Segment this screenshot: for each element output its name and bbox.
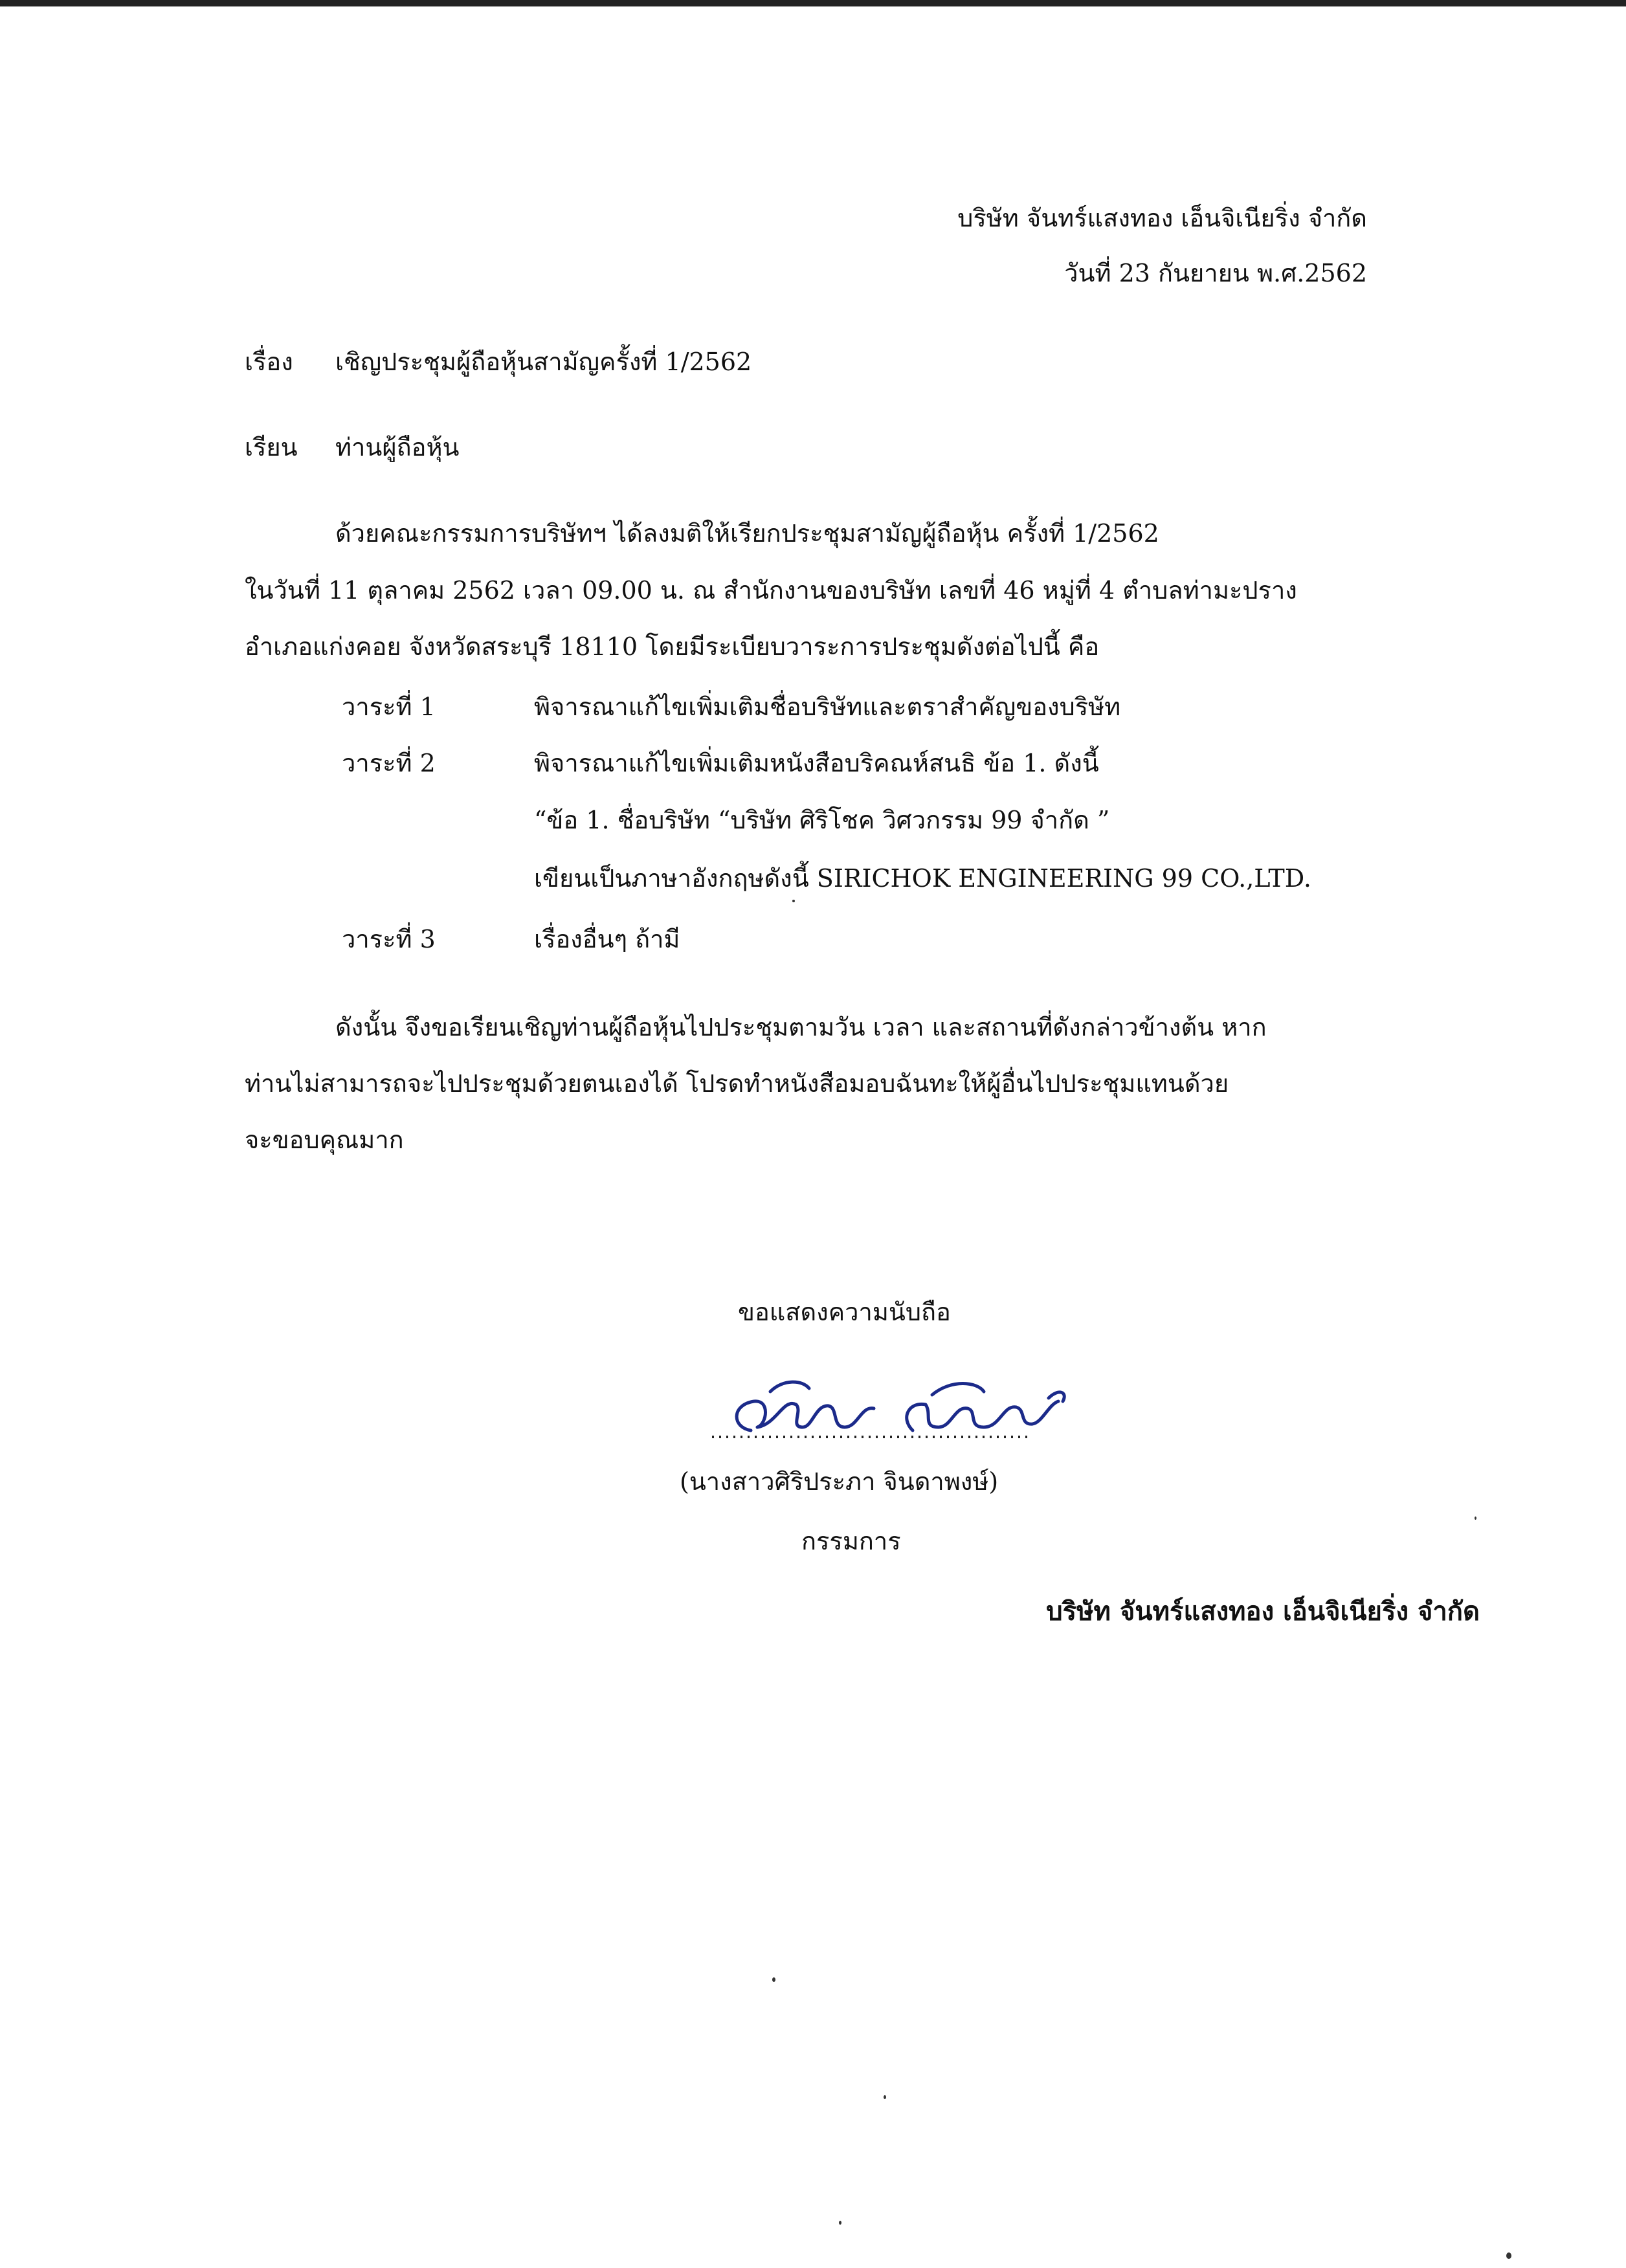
- company-stamp: บริษัท จันทร์แสงทอง เอ็นจิเนียริ่ง จำกัด: [1046, 1597, 1480, 1627]
- to-text: ท่านผู้ถือหุ้น: [335, 433, 460, 461]
- agenda-1-label: วาระที่ 1: [342, 693, 436, 721]
- signer-title: กรรมการ: [801, 1527, 901, 1555]
- scan-speck: [792, 900, 795, 902]
- scan-speck: [884, 2095, 886, 2099]
- agenda-2-detail-1: “ข้อ 1. ชื่อบริษัท “บริษัท ศิริโชค วิศวกรรม 99 จำกัด ”: [534, 806, 1110, 834]
- paragraph-2-line-2: ท่านไม่สามารถจะไปประชุมด้วยตนเองได้ โปรดทำหนังสือมอบฉันทะให้ผู้อื่นไปประชุมแทนด้วย: [245, 1069, 1229, 1098]
- scan-speck: [772, 1977, 775, 1982]
- paragraph-1-line-2: ในวันที่ 11 ตุลาคม 2562 เวลา 09.00 น. ณ สำนักงานของบริษัท เลขที่ 46 หมู่ที่ 4 ตำบลท่ามะปราง: [245, 576, 1297, 605]
- agenda-1-text: พิจารณาแก้ไขเพิ่มเติมชื่อบริษัทและตราสำคัญของบริษัท: [534, 693, 1121, 721]
- agenda-3-text: เรื่องอื่นๆ ถ้ามี: [534, 925, 680, 953]
- header-date: วันที่ 23 กันยายน พ.ศ.2562: [1064, 259, 1367, 287]
- scan-speck: [839, 2221, 841, 2225]
- subject-text: เชิญประชุมผู้ถือหุ้นสามัญครั้งที่ 1/2562: [335, 348, 752, 376]
- scan-top-edge: [0, 0, 1626, 6]
- agenda-3-label: วาระที่ 3: [342, 925, 436, 953]
- paragraph-2-line-1: ดังนั้น จึงขอเรียนเชิญท่านผู้ถือหุ้นไปประชุมตามวัน เวลา และสถานที่ดังกล่าวข้างต้น หาก: [335, 1013, 1267, 1041]
- scan-speck: [1506, 2252, 1511, 2259]
- to-label: เรียน: [245, 433, 298, 461]
- agenda-2-text: พิจารณาแก้ไขเพิ่มเติมหนังสือบริคณห์สนธิ ข้อ 1. ดังนี้: [534, 749, 1099, 777]
- paragraph-1-line-3: อำเภอแก่งคอย จังหวัดสระบุรี 18110 โดยมีระเบียบวาระการประชุมดังต่อไปนี้ คือ: [245, 632, 1100, 661]
- signature: [706, 1366, 1094, 1450]
- agenda-2-label: วาระที่ 2: [342, 749, 436, 777]
- scan-speck: [1475, 1517, 1476, 1520]
- paragraph-1-line-1: ด้วยคณะกรรมการบริษัทฯ ได้ลงมติให้เรียกประชุมสามัญผู้ถือหุ้น ครั้งที่ 1/2562: [335, 519, 1159, 548]
- header-company: บริษัท จันทร์แสงทอง เอ็นจิเนียริ่ง จำกัด: [957, 204, 1367, 232]
- signer-name: (นางสาวศิริประภา จินดาพงษ์): [680, 1467, 999, 1496]
- closing-regards: ขอแสดงความนับถือ: [738, 1298, 951, 1326]
- agenda-2-detail-2: เขียนเป็นภาษาอังกฤษดังนี้ SIRICHOK ENGINEERING 99 CO.,LTD.: [534, 864, 1311, 893]
- subject-label: เรื่อง: [245, 348, 293, 376]
- paragraph-2-line-3: จะขอบคุณมาก: [245, 1126, 404, 1154]
